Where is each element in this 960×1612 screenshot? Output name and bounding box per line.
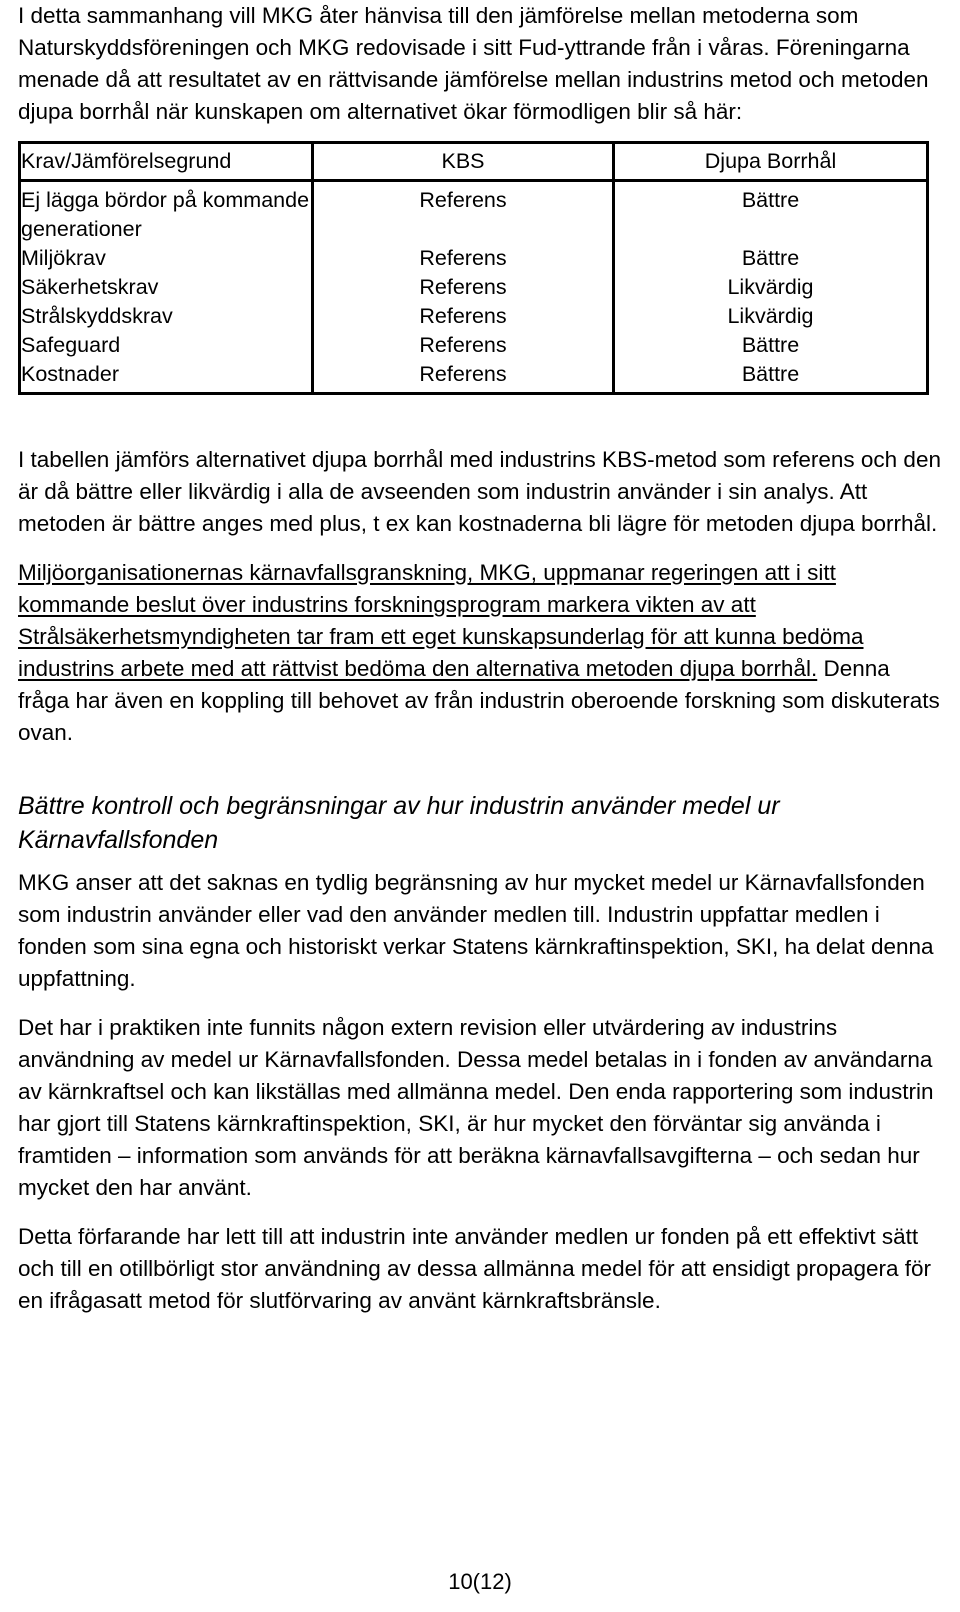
row-criteria: Säkerhetskrav	[20, 273, 313, 302]
page-number: 10(12)	[448, 1569, 512, 1594]
section-heading: Bättre kontroll och begränsningar av hur industrin använder medel ur Kärnavfallsfonden	[18, 792, 780, 854]
row-criteria: Ej lägga bördor på kommande generationer	[20, 181, 313, 245]
mkg-underlined-text: Miljöorganisationernas kärnavfallsgranskning, MKG, uppmanar regeringen att i sitt kommande beslut över industrins forskningsprogram markera vikten av att Strålsäkerhetsmyndigheten tar fram ett eget kunskapsunderlag för att kunna bedöma industrins arbete med att rättvist bedöma den alternativa metoden djupa borrhål.	[18, 560, 864, 681]
table-row	[20, 360, 928, 394]
table-row	[20, 244, 928, 273]
intro-paragraph: I detta sammanhang vill MKG åter hänvisa till den jämförelse mellan metoderna som Naturskyddsföreningen och MKG redovisade i sitt Fud-yttrande från i våras. Föreningarna menade då att resultatet av en rättvisande jämförelse mellan industrins metod och metoden djupa borrhål när kunskapen om alternativet ökar förmodligen blir så här:	[18, 3, 929, 124]
row-criteria: Safeguard	[20, 331, 313, 360]
row-kbs: Referens	[313, 331, 614, 360]
table-row	[20, 273, 928, 302]
row-criteria: Kostnader	[20, 360, 313, 394]
row-deep-boreholes: Likvärdig	[727, 304, 814, 328]
header-kbs: KBS	[313, 143, 614, 181]
row-deep-boreholes: Bättre	[741, 333, 800, 357]
table-summary-paragraph: I tabellen jämförs alternativet djupa borrhål med industrins KBS-metod som referens och den är då bättre eller likvärdig i alla de avseenden som industrin använder i sin analys. Att metoden är bättre anges med plus, t ex kan kostnaderna bli lägre för metoden djupa borrhål.	[18, 447, 941, 536]
row-criteria: Strålskyddskrav	[20, 302, 313, 331]
row-kbs: Referens	[313, 244, 614, 273]
mkg-paragraph	[18, 557, 943, 749]
document-page	[18, 0, 943, 1317]
table-row	[20, 331, 928, 360]
row-kbs: Referens	[313, 360, 614, 394]
header-criteria: Krav/Jämförelsegrund	[20, 143, 313, 181]
row-deep-boreholes: Bättre	[741, 362, 800, 386]
row-deep-boreholes: Bättre	[741, 246, 800, 270]
table-row	[20, 302, 928, 331]
row-kbs: Referens	[313, 273, 614, 302]
row-deep-boreholes: Likvärdig	[727, 275, 814, 299]
table-row	[20, 181, 928, 245]
row-kbs: Referens	[313, 181, 614, 245]
fund-paragraph-2: Det har i praktiken inte funnits någon extern revision eller utvärdering av industrins användning av medel ur Kärnavfallsfonden. Dessa medel betalas in i fonden av användarna av kärnkraftsel och kan likställas med allmänna medel. Den enda rapportering som industrin har gjort till Statens kärnkraftinspektion, SKI, är hur mycket den förväntar sig använda i framtiden – information som används för att beräkna kärnavfallsavgifterna – och sedan hur mycket den har använt.	[18, 1015, 934, 1200]
fund-paragraph-3: Detta förfarande har lett till att industrin inte använder medlen ur fonden på ett effektivt sätt och till en otillbörligt stor användning av dessa allmänna medel för att ensidigt propagera för en ifrågasatt metod för slutförvaring av använt kärnkraftsbränsle.	[18, 1224, 932, 1313]
table-header-row	[20, 143, 928, 181]
row-kbs: Referens	[313, 302, 614, 331]
header-deep-boreholes: Djupa Borrhål	[614, 143, 928, 181]
mkg-rest-text: Denna fråga har även en koppling till behovet av från industrin oberoende forskning som diskuterats ovan.	[18, 656, 940, 745]
fund-paragraph-1: MKG anser att det saknas en tydlig begränsning av hur mycket medel ur Kärnavfallsfonden som industrin använder eller vad den använder medlen till. Industrin uppfattar medlen i fonden som sina egna och historiskt verkar Statens kärnkraftinspektion, SKI, ha delat denna uppfattning.	[18, 870, 934, 991]
row-deep-boreholes: Bättre	[741, 188, 800, 212]
row-criteria: Miljökrav	[20, 244, 313, 273]
comparison-table	[18, 141, 929, 395]
